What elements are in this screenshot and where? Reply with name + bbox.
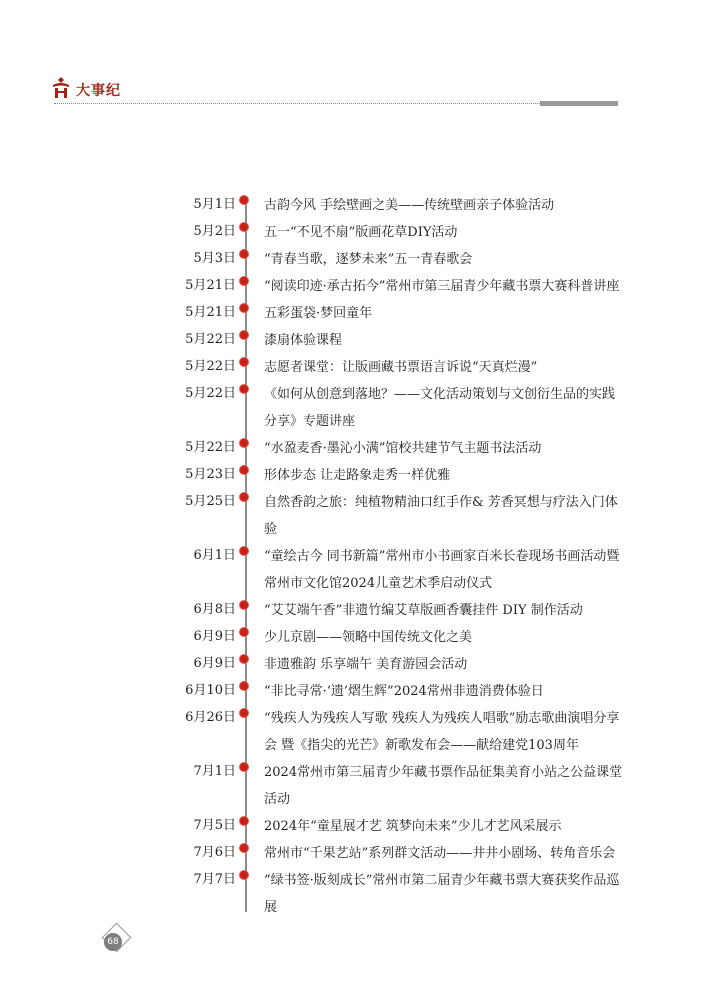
timeline-dot-icon [240, 709, 248, 717]
timeline-event [0, 700, 711, 759]
timeline-dot-icon [240, 439, 248, 447]
event-date: 5月22日 [185, 440, 236, 455]
timeline-event [0, 538, 711, 597]
event-date: 5月22日 [185, 386, 236, 401]
event-description: “阅读印迹·承古拓今”常州市第三届青少年藏书票大赛科普讲座 [264, 279, 620, 294]
timeline-dot-icon [240, 250, 248, 258]
event-date: 5月22日 [185, 359, 236, 374]
section-title: 大事纪 [76, 83, 121, 99]
timeline-dot-icon [240, 628, 248, 636]
event-description: 2024年“童星展才艺 筑梦向未来”少儿才艺风采展示 [264, 819, 562, 834]
timeline-dot-icon [240, 493, 248, 501]
header-dotted-divider [54, 103, 544, 104]
event-description: 非遗雅韵 乐享端午 美育游园会活动 [264, 657, 468, 672]
event-description: 少儿京剧——领略中国传统文化之美 [264, 630, 473, 645]
event-date: 5月1日 [193, 197, 236, 212]
timeline-dot-icon [240, 682, 248, 690]
event-date: 6月9日 [193, 629, 236, 644]
timeline-dot-icon [240, 358, 248, 366]
event-timeline [0, 192, 711, 921]
event-date: 5月23日 [185, 467, 236, 482]
timeline-dot-icon [240, 871, 248, 879]
event-date: 6月9日 [193, 656, 236, 671]
event-description: “绿书签·版刻成长”常州市第二届青少年藏书票大赛获奖作品巡展 [264, 873, 620, 915]
event-list [0, 187, 711, 921]
red-seal-logo-icon [50, 76, 72, 100]
event-description: 古韵今风 手绘壁画之美——传统壁画亲子体验活动 [264, 198, 555, 213]
timeline-dot-icon [240, 763, 248, 771]
page-number: 68 [104, 933, 122, 951]
timeline-event [0, 484, 711, 543]
event-date: 6月1日 [193, 548, 236, 563]
event-description: 志愿者课堂：让版画藏书票语言诉说“天真烂漫” [264, 360, 538, 375]
event-description: “水盈麦香·墨沁小满”馆校共建节气主题书法活动 [264, 441, 542, 456]
timeline-dot-icon [240, 385, 248, 393]
event-description: 常州市“千果艺站”系列群文活动——井井小剧场、转角音乐会 [264, 846, 616, 861]
event-description: 五彩蛋袋·梦回童年 [264, 306, 373, 321]
event-description: “艾艾端午香”非遗竹编艾草版画香囊挂件 DIY 制作活动 [264, 603, 583, 618]
event-description: “童绘古今 同书新篇”常州市小书画家百米长卷现场书画活动暨常州市文化馆2024儿童艺术季启动仪式 [264, 549, 620, 591]
event-date: 5月21日 [185, 305, 236, 320]
page-number-badge [100, 923, 132, 955]
event-description: “非比寻常·‘遗’熠生辉”2024常州非遗消费体验日 [264, 684, 544, 699]
event-date: 7月5日 [193, 818, 236, 833]
timeline-event [0, 376, 711, 435]
timeline-dot-icon [240, 601, 248, 609]
event-date: 6月10日 [185, 683, 236, 698]
event-description: 《如何从创意到落地？——文化活动策划与文创衍生品的实践分享》专题讲座 [264, 387, 616, 429]
event-description: 形体步态 让走路象走秀一样优雅 [264, 468, 451, 483]
timeline-dot-icon [240, 817, 248, 825]
timeline-dot-icon [240, 223, 248, 231]
event-date: 5月22日 [185, 332, 236, 347]
timeline-dot-icon [240, 304, 248, 312]
event-date: 5月21日 [185, 278, 236, 293]
event-date: 6月26日 [185, 710, 236, 725]
event-date: 7月7日 [193, 872, 236, 887]
timeline-dot-icon [240, 547, 248, 555]
timeline-dot-icon [240, 844, 248, 852]
event-description: “青春当歌，逐梦未来”五一青春歌会 [264, 252, 473, 267]
event-date: 5月25日 [185, 494, 236, 509]
timeline-event [0, 862, 711, 921]
event-description: “残疾人为残疾人写歌 残疾人为残疾人唱歌”励志歌曲演唱分享会 暨《指尖的光芒》新歌发布会——献给建党103周年 [264, 711, 620, 753]
event-date: 5月3日 [193, 251, 236, 266]
event-description: 五一“不见不扇”版画花草DIY活动 [264, 225, 458, 240]
page-header [50, 74, 620, 114]
timeline-event [0, 754, 711, 813]
timeline-dot-icon [240, 196, 248, 204]
event-description: 自然香韵之旅：纯植物精油口红手作& 芳香冥想与疗法入门体验 [264, 495, 618, 537]
timeline-dot-icon [240, 655, 248, 663]
event-date: 6月8日 [193, 602, 236, 617]
timeline-dot-icon [240, 331, 248, 339]
timeline-dot-icon [240, 277, 248, 285]
event-date: 7月6日 [193, 845, 236, 860]
event-date: 5月2日 [193, 224, 236, 239]
event-description: 漆扇体验课程 [264, 333, 343, 348]
timeline-dot-icon [240, 466, 248, 474]
event-description: 2024常州市第三届青少年藏书票作品征集美育小站之公益课堂活动 [264, 765, 623, 807]
event-date: 7月1日 [193, 764, 236, 779]
header-gray-bar [540, 101, 618, 106]
